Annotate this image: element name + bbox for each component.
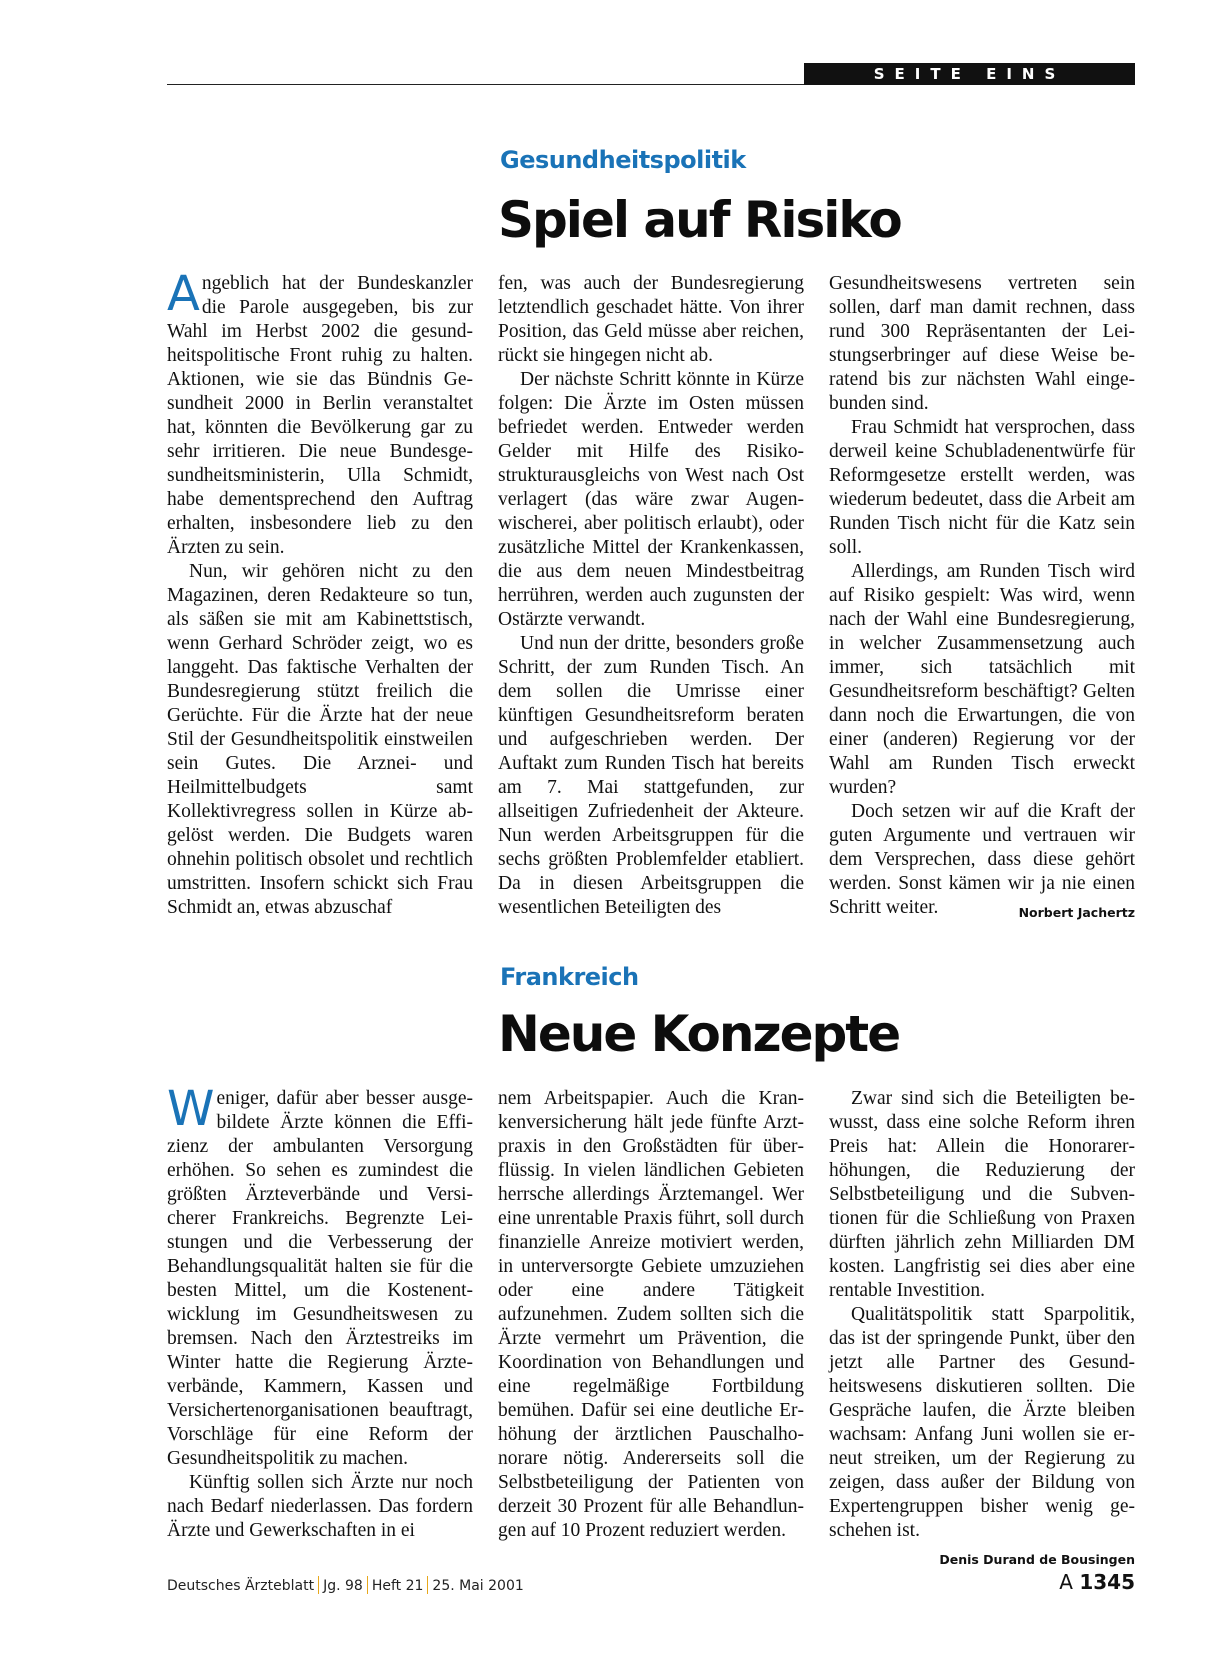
article2-paragraph	[829, 1303, 1135, 1567]
page-number-value: 1345	[1079, 1570, 1135, 1594]
article2-paragraph: Künftig sollen sich Ärzte nur noch nach Bedarf niederlassen. Das fordern Ärzte und Gewerkschaften in ei	[167, 1472, 473, 1541]
article1-paragraph: Und nun der dritte, besonders große Schritt, der zum Runden Tisch. An dem sollen die Umrisse einer künftigen Gesundheitsreform beraten und aufgeschrieben werden. Der Auftakt zum Runden Tisch hat bereits am 7. Mai stattgefunden, zur allseitigen Zufriedenheit der Akteure. Nun werden Arbeitsgruppen für die sechs größten Problemfelder etabliert. Da in diesen Arbeitsgruppen die wesentlichen Beteiligten des	[498, 633, 804, 918]
article1-title: Spiel auf Risiko	[498, 191, 901, 249]
article2-column-1	[167, 1081, 473, 1543]
article2-column-3	[829, 1087, 1135, 1572]
article1-paragraph: fen, was auch der Bundesregierung letztendlich geschadet hätte. Von ihrer Position, das Geld müsse aber reichen, rückt sie hingegen nicht ab.	[498, 273, 804, 366]
article1-dropcap: A	[167, 266, 200, 322]
article1-kicker: Gesundheitspolitik	[500, 146, 746, 174]
article2-author: Denis Durand de Bousingen	[939, 1552, 1135, 1567]
article2-dropcap: W	[167, 1081, 215, 1137]
article1-column-1	[167, 266, 473, 920]
article1-paragraph: Gesundheitswesens vertreten sein sollen, darf man damit rechnen, dass rund 300 Repräsentanten der Leistungserbringer auf diese Weise beratend bis zur nächsten Wahl eingebunden sind.	[829, 273, 1135, 414]
article1-column-3	[829, 272, 1135, 925]
footer-separator	[367, 1576, 368, 1594]
article1-column-2	[498, 272, 804, 920]
article2-paragraph-text: eniger, dafür aber besser ausgebildete Ärzte können die Effizienz der ambulanten Versorgung erhöhen. So sehen es zumindest die größten Ärzteverbände und Versicherer Frankreichs. Begrenzte Leistungen und die Verbesserung der Behandlungsqualität halten sie für die besten Mittel, um die Kostenentwicklung im Gesundheitswesen zu bremsen. Nach den Ärztestreiks im Winter hatte die Regierung Ärzteverbände, Kammern, Kassen und Versichertenorganisationen beauftragt, Vorschläge für eine Reform der Gesundheitspolitik zu machen.	[167, 1088, 473, 1469]
article2-column-2	[498, 1087, 804, 1543]
footer	[167, 1576, 524, 1594]
article2-paragraph-text: Qualitätspolitik statt Sparpolitik, das ist der springende Punkt, über den jetzt alle Partner des Gesundheitswesens diskutieren sollten. Die Gespräche laufen, die Ärzte bleiben wachsam: Anfang Juni wollen sie erneut streiken, um der Regierung zu zeigen, dass außer der Bildung von Expertengruppen bisher wenig geschehen ist.	[829, 1304, 1135, 1541]
article1-author: Norbert Jachertz	[1018, 905, 1135, 920]
article1-paragraph-text: Doch setzen wir auf die Kraft der guten Argumente und vertrauen wir dem Versprechen, dass diese gehört werden. Sonst kämen wir ja nie einen Schritt weiter.	[829, 801, 1135, 918]
page-prefix: A	[1059, 1570, 1073, 1594]
footer-issue: Heft 21	[371, 1578, 424, 1594]
article1-paragraph: Nun, wir gehören nicht zu den Magazinen, deren Redakteure so tun, als säßen sie mit am Kabinettstisch, wenn Gerhard Schröder zeigt, wo es langgeht. Das faktische Verhalten der Bundesregierung stützt freilich die Gerüchte. Für die Ärzte hat der neue Stil der Gesundheitspolitik einstweilen sein Gutes. Die Arznei- und Heilmittelbudgets samt Kollektivregress sollen in Kürze abgelöst werden. Die Budgets waren ohnehin politisch obsolet und rechtlich umstritten. Insofern schickt sich Frau Schmidt an, etwas abzuschaf	[167, 561, 473, 918]
article1-paragraph: Der nächste Schritt könnte in Kürze folgen: Die Ärzte im Osten müssen befriedet werden. Entweder werden Gelder mit Hilfe des Risikostrukturausgleichs von West nach Ost verlagert (das wäre zwar Augenwischerei, aber politisch erlaubt), oder zusätzliche Mittel der Krankenkassen, die aus dem neuen Mindestbeitrag herrühren, werden auch zugunsten der Ostärzte verwandt.	[498, 369, 804, 630]
article2-title: Neue Konzepte	[498, 1005, 900, 1063]
footer-volume: Jg. 98	[323, 1578, 363, 1594]
section-banner	[804, 63, 1135, 85]
footer-date: 25. Mai 2001	[432, 1578, 524, 1594]
article2-kicker: Frankreich	[500, 963, 639, 991]
article1-paragraph	[167, 266, 473, 560]
footer-journal: Deutsches Ärzteblatt	[167, 1578, 315, 1594]
footer-separator	[318, 1576, 319, 1594]
footer-separator	[427, 1576, 428, 1594]
article1-paragraph	[829, 800, 1135, 920]
article1-paragraph-text: ngeblich hat der Bundeskanzler die Parole ausgegeben, bis zur Wahl im Herbst 2002 die gesundheitspolitische Front ruhig zu halten. Aktionen, wie sie das Bündnis Gesundheit 2000 in Berlin veranstaltet hat, könnten die Bevölkerung gar zu sehr irritieren. Die neue Bundesgesundheitsministerin, Ulla Schmidt, habe dementsprechend den Auftrag erhalten, insbesondere lieb zu den Ärzten zu sein.	[167, 273, 473, 558]
article2-paragraph: Zwar sind sich die Beteiligten bewusst, dass eine solche Reform ihren Preis hat: Allein die Honorarerhöhungen, die Reduzierung der Selbstbeteiligung und die Subventionen für die Schließung von Praxen dürften jährlich zehn Milliarden DM kosten. Langfristig sei dies aber eine rentable Investition.	[829, 1088, 1135, 1301]
section-label: SEITE EINS	[873, 65, 1066, 83]
article2-paragraph	[167, 1081, 473, 1471]
article1-paragraph: Allerdings, am Runden Tisch wird auf Risiko gespielt: Was wird, wenn nach der Wahl eine Bundesregierung, in welcher Zusammensetzung auch immer, sich tatsächlich mit Gesundheitsreform beschäftigt? Gelten dann noch die Erwartungen, die von einer (anderen) Regierung vor der Wahl am Runden Tisch erweckt wurden?	[829, 561, 1135, 798]
article1-paragraph: Frau Schmidt hat versprochen, dass derweil keine Schubladenentwürfe für Reformgesetze erstellt werden, was wiederum bedeutet, dass die Arbeit am Runden Tisch nicht für die Katz sein soll.	[829, 417, 1135, 558]
page-number	[1059, 1570, 1135, 1594]
article2-paragraph: nem Arbeitspapier. Auch die Krankenversicherung hält jede fünfte Arztpraxis in den Großstädten für überflüssig. In vielen ländlichen Gebieten herrsche allerdings Ärztemangel. Wer eine unrentable Praxis führt, soll durch finanzielle Anreize motiviert werden, in unterversorgte Gebiete umzuziehen oder eine andere Tätigkeit aufzunehmen. Zudem sollten sich die Ärzte vermehrt um Prävention, die Koordination von Behandlungen und eine regelmäßige Fortbildung bemühen. Dafür sei eine deutliche Erhöhung der ärztlichen Pauschalhonorare nötig. Andererseits soll die Selbstbeteiligung der Patienten von derzeit 30 Prozent für alle Behandlungen auf 10 Prozent reduziert werden.	[498, 1088, 804, 1541]
